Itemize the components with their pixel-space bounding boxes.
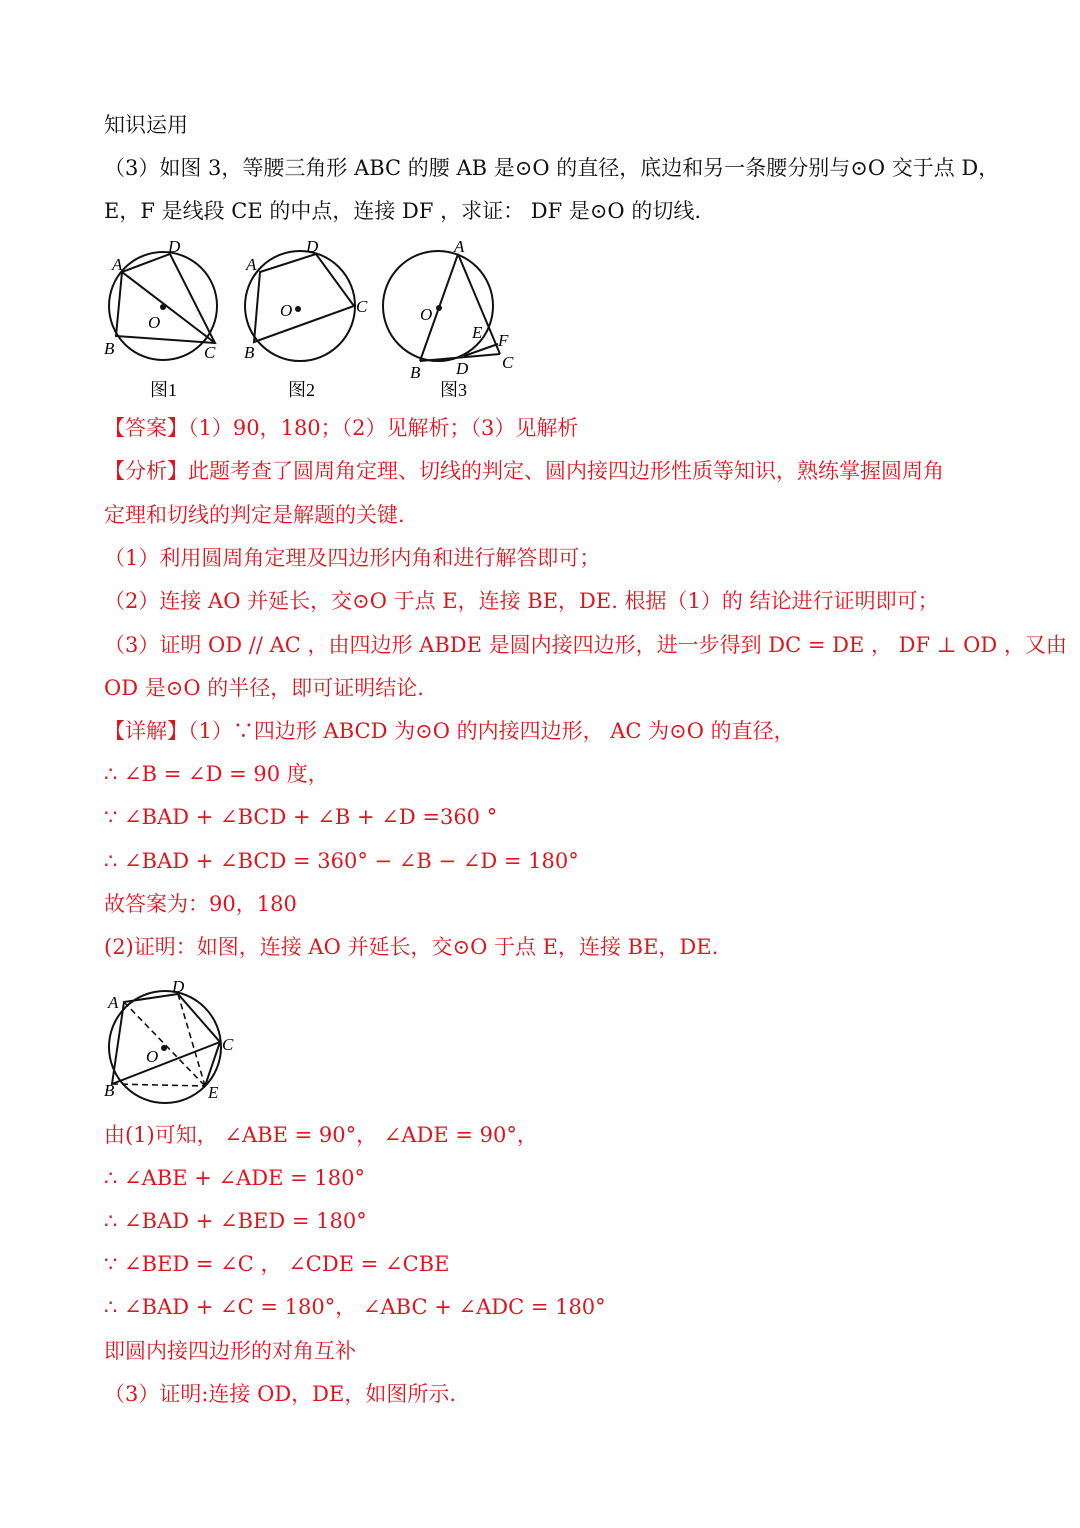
analysis-step-3b: OD 是⊙O 的半径，即可证明结论. xyxy=(104,676,424,700)
svg-text:B: B xyxy=(104,1081,115,1100)
fig2-caption: 图2 xyxy=(288,380,315,400)
svg-text:D: D xyxy=(456,359,469,378)
detail-line-2: ∴ ∠B = ∠D = 90 度， xyxy=(104,762,329,786)
detail-line-3: ∵ ∠BAD + ∠BCD + ∠B + ∠D =360 ° xyxy=(104,805,498,829)
svg-text:D: D xyxy=(172,977,185,996)
svg-text:E: E xyxy=(472,323,483,342)
analysis-step-3a: （3）证明 OD // AC ，由四边形 ABDE 是圆内接四边形，进一步得到 DC = DE ， DF ⊥ OD ，又由 xyxy=(104,633,1067,657)
fig3-caption: 图3 xyxy=(440,380,467,400)
figure-2 xyxy=(240,236,380,404)
proof2-line-6: 即圆内接四边形的对角互补 xyxy=(104,1339,356,1363)
detail-line-4: ∴ ∠BAD + ∠BCD = 360° − ∠B − ∠D = 180° xyxy=(104,849,579,873)
svg-text:O: O xyxy=(280,301,293,320)
problem-line-1: （3）如图 3，等腰三角形 ABC 的腰 AB 是⊙O 的直径，底边和另一条腰分别与⊙O 交于点 D， xyxy=(104,156,1000,180)
analysis-step-2: （2）连接 AO 并延长，交⊙O 于点 E，连接 BE，DE. 根据（1）的 结论进行证明即可； xyxy=(104,589,939,613)
svg-text:C: C xyxy=(222,1035,234,1054)
section-title: 知识运用 xyxy=(104,113,188,137)
proof2-line-3: ∴ ∠BAD + ∠BED = 180° xyxy=(104,1209,367,1233)
svg-text:O: O xyxy=(146,1047,159,1066)
svg-text:A: A xyxy=(454,237,465,256)
figure-3 xyxy=(380,236,530,404)
svg-text:C: C xyxy=(502,353,514,372)
svg-text:O: O xyxy=(420,305,433,324)
detail-line-6: (2)证明：如图，连接 AO 并延长，交⊙O 于点 E，连接 BE，DE. xyxy=(104,935,719,959)
svg-text:D: D xyxy=(306,237,319,256)
detail-line-1: 【详解】（1）∵四边形 ABCD 为⊙O 的内接四边形， AC 为⊙O 的直径， xyxy=(104,719,795,743)
proof2-line-7: （3）证明:连接 OD，DE，如图所示. xyxy=(104,1382,457,1406)
figure-4 xyxy=(100,974,250,1104)
fig1-label-d: D xyxy=(168,237,181,256)
fig1-label-b: B xyxy=(104,339,115,358)
fig1-label-o: O xyxy=(148,313,161,332)
svg-text:B: B xyxy=(410,363,421,382)
proof2-line-4: ∵ ∠BED = ∠C ， ∠CDE = ∠CBE xyxy=(104,1252,450,1276)
fig1-caption: 图1 xyxy=(150,380,177,400)
detail-line-5: 故答案为：90，180 xyxy=(104,892,297,916)
analysis-line-1: 【分析】此题考查了圆周角定理、切线的判定、圆内接四边形性质等知识，熟练掌握圆周角 xyxy=(104,459,944,483)
proof2-line-1: 由(1)可知， ∠ABE = 90°， ∠ADE = 90°， xyxy=(104,1123,538,1147)
svg-text:B: B xyxy=(244,343,255,362)
svg-text:F: F xyxy=(498,331,509,350)
proof2-line-2: ∴ ∠ABE + ∠ADE = 180° xyxy=(104,1166,365,1190)
svg-text:C: C xyxy=(356,297,368,316)
svg-text:A: A xyxy=(246,255,257,274)
analysis-line-2: 定理和切线的判定是解题的关键. xyxy=(104,503,405,527)
problem-line-2: E，F 是线段 CE 的中点，连接 DF ，求证： DF 是⊙O 的切线. xyxy=(104,199,702,223)
fig1-label-a: A xyxy=(112,255,123,274)
svg-text:E: E xyxy=(208,1083,219,1102)
answer: 【答案】（1）90，180；（2）见解析；（3）见解析 xyxy=(104,416,579,440)
proof2-line-5: ∴ ∠BAD + ∠C = 180°， ∠ABC + ∠ADC = 180° xyxy=(104,1295,606,1319)
svg-text:A: A xyxy=(108,993,119,1012)
analysis-step-1: （1）利用圆周角定理及四边形内角和进行解答即可； xyxy=(104,546,601,570)
figure-1 xyxy=(100,236,230,404)
fig1-label-c: C xyxy=(204,343,216,362)
